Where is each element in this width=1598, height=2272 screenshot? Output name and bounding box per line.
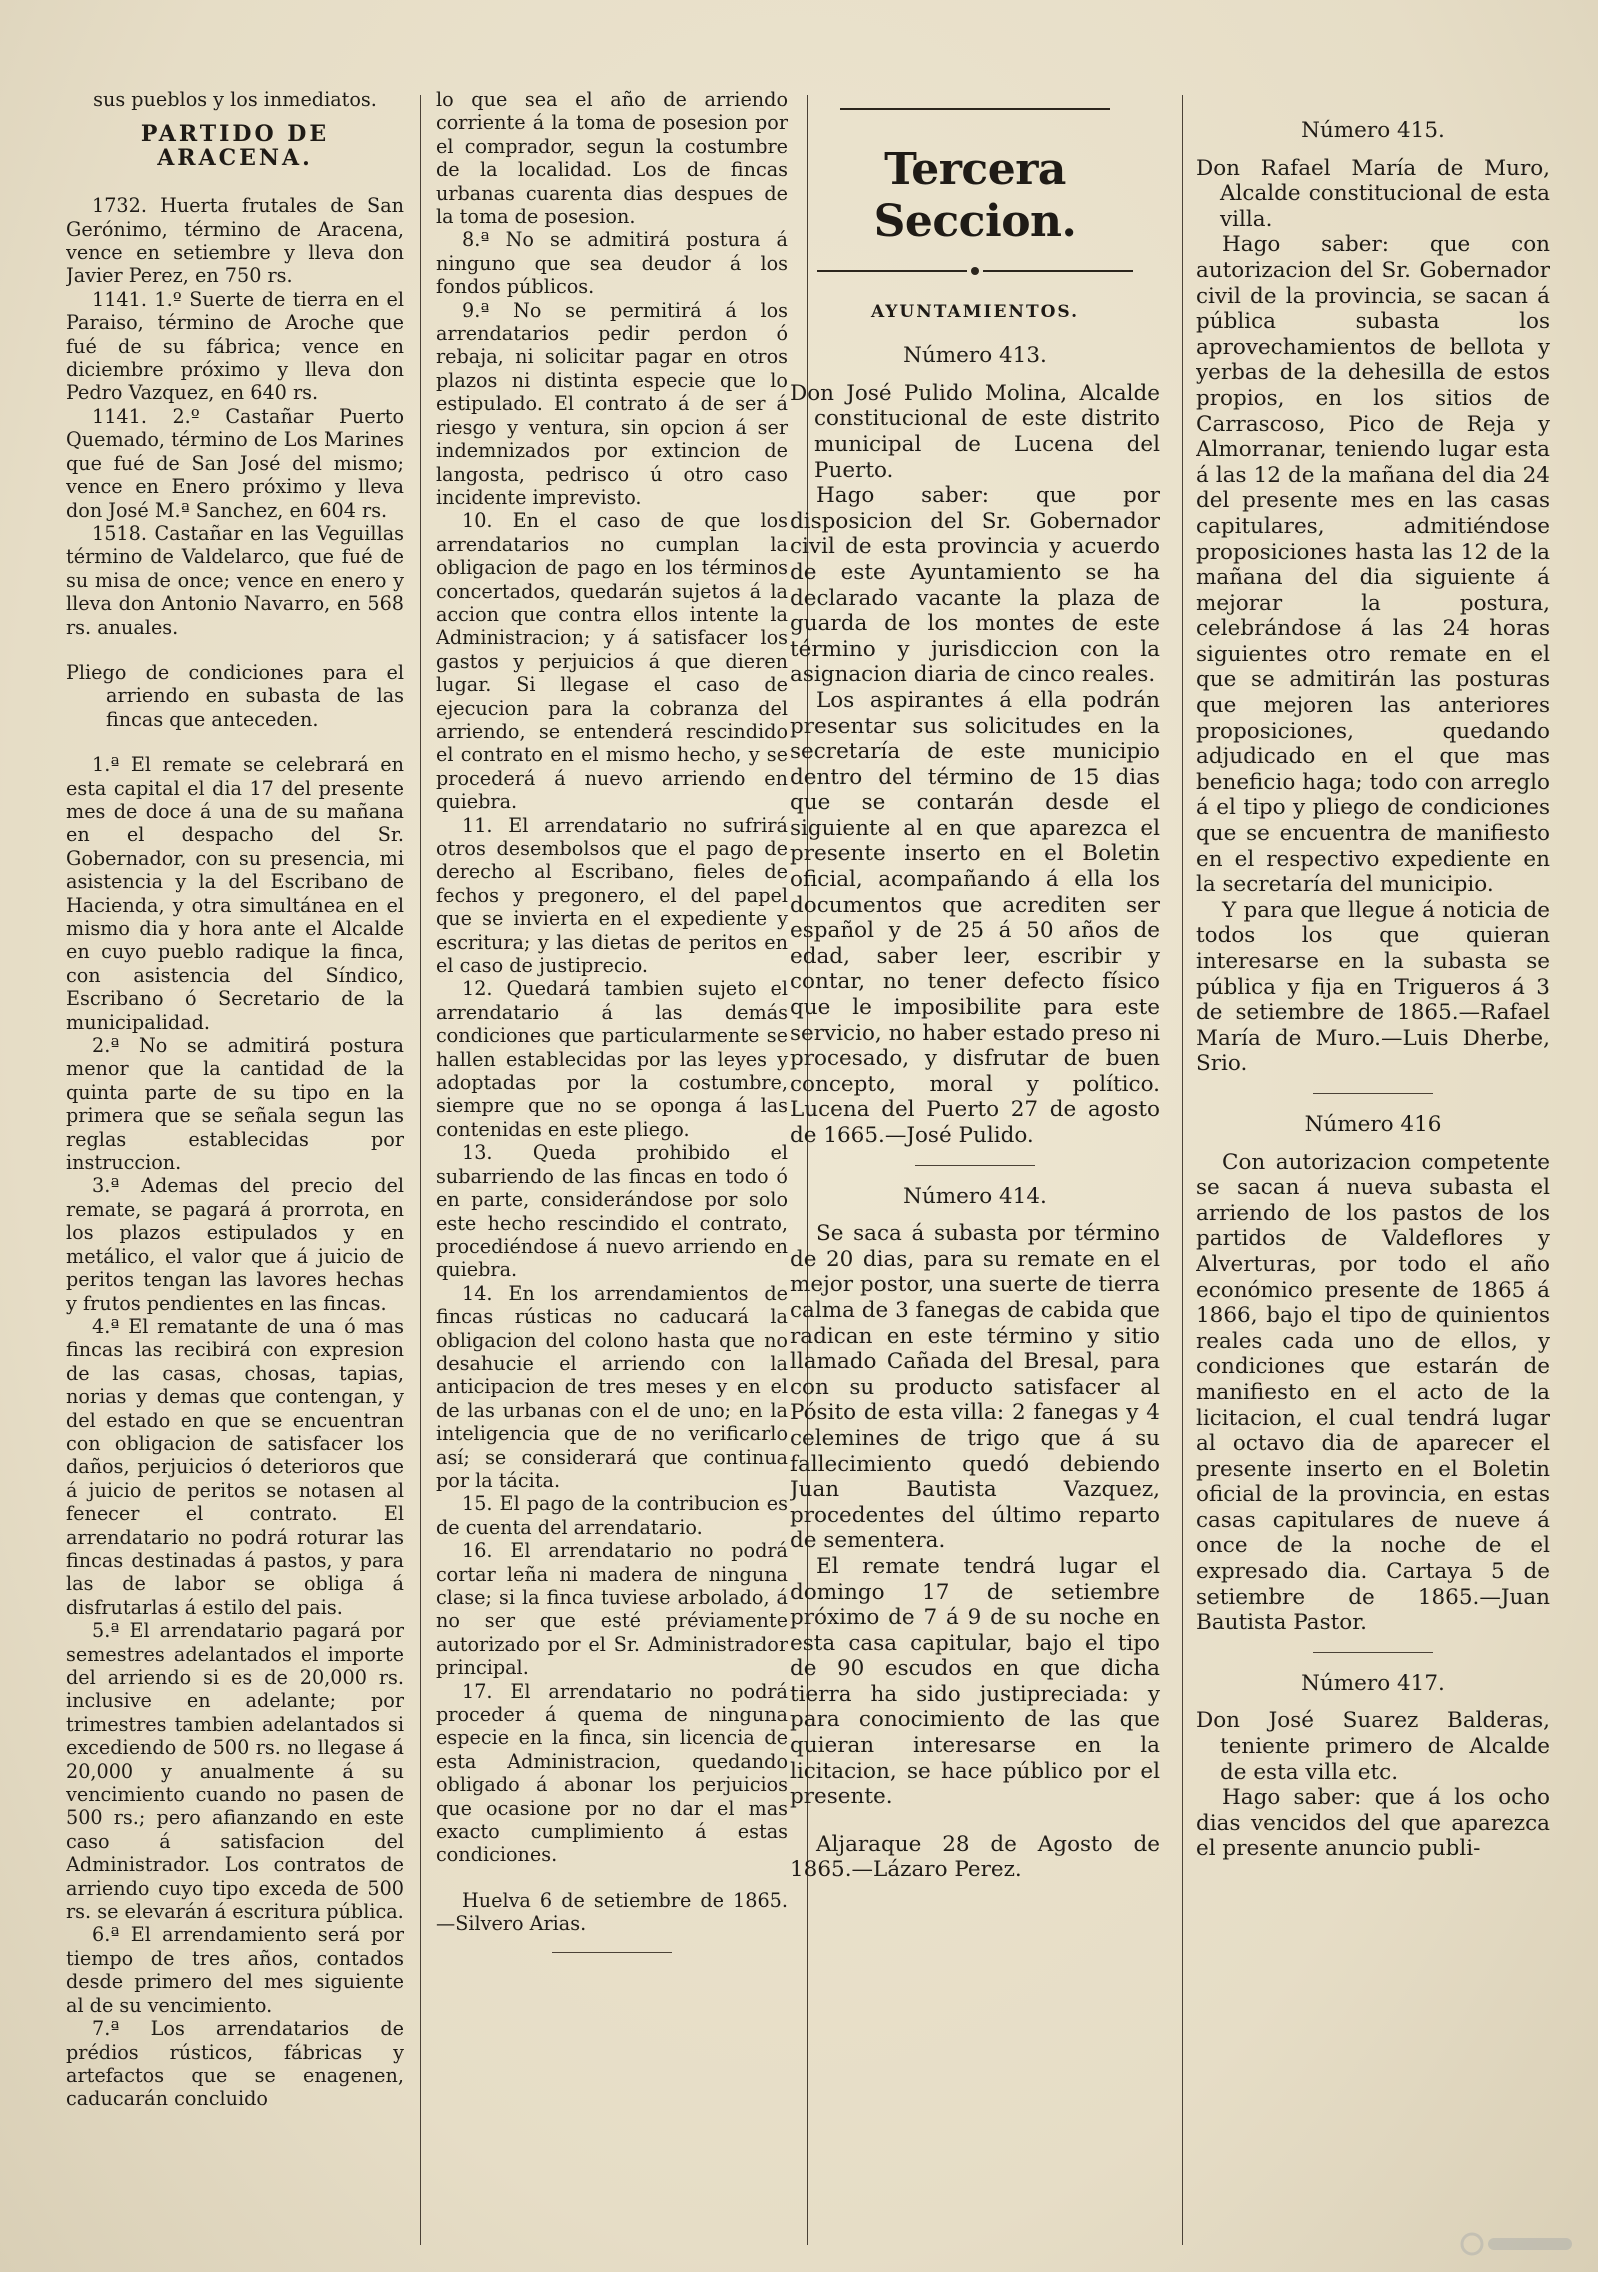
property-entry: 1732. Huerta frutales de San Gerónimo, término de Aracena, vence en setiembre y lleva don Javier Perez, en 750 rs.	[66, 194, 404, 288]
continuation-text: sus pueblos y los inmediatos.	[93, 88, 377, 111]
divider-rule	[915, 1165, 1035, 1166]
notice-number: Número 414.	[903, 1183, 1047, 1209]
condition-paragraph: 8.ª No se admitirá postura á ninguno que sea deudor á los fondos públicos.	[436, 228, 788, 299]
notice-number: Número 413.	[903, 343, 1047, 369]
notice-number: Número 417.	[1301, 1670, 1445, 1696]
library-watermark-icon	[1458, 2230, 1578, 2258]
column-3	[790, 88, 1160, 2248]
condition-paragraph: 7.ª Los arrendatarios de prédios rústicos, fábricas y artefactos que se enagenen, caducarán concluido	[66, 2017, 404, 2111]
notice-paragraph: Hago saber: que por disposicion del Sr. Gobernador civil de esta provincia y acuerdo de este Ayuntamiento se ha declarado vacante la plaza de guarda de los montes de este término y jurisdiccion con la asignacion diaria de cinco reales.	[790, 483, 1160, 688]
continuation-text: lo que sea el año de arriendo corriente á la toma de posesion por el comprador, segun la costumbre de la localidad. Los de fincas urbanas cuarenta dias despues de la toma de posesion.	[436, 88, 788, 229]
notice-paragraph: El remate tendrá lugar el domingo 17 de setiembre próximo de 7 á 9 de su noche en esta casa capitular, bajo el tipo de 90 escudos en que dicha tierra ha sido justipreciada: y para conocimiento de las que quieran interesarse en la licitacion, se hace público por el presente.	[790, 1553, 1160, 1810]
conditions-heading: Pliego de condiciones para el arriendo en subasta de las fincas que anteceden.	[66, 660, 404, 731]
condition-paragraph: 11. El arrendatario no sufrirá otros desembolsos que el pago de derecho al Escribano, fieles de fechos y pregonero, el del papel que se invierta en el expediente y escritura; y las dietas de peritos en el caso de justiprecio.	[436, 813, 788, 978]
section-top-rule	[840, 108, 1110, 110]
condition-paragraph: 9.ª No se permitirá á los arrendatarios pedir perdon ó rebaja, ni solicitar pagar en otros plazos ni distinta especie que lo estipulado. El contrato á de ser á riesgo y ventura, sin opcion á ser indemnizados por extincion de langosta, pedrisco ú otro caso incidente imprevisto.	[436, 298, 788, 509]
notice-paragraph: Con autorizacion competente se sacan á nueva subasta el arriendo de los pastos de los partidos de Valdeflores y Alverturas, por todo el año económico presente de 1865 á 1866, bajo el tipo de quinientos reales cada uno de ellos, y condiciones que estarán de manifiesto en el acto de la licitacion, el cual tendrá lugar al octavo dia de aparecer el presente inserto en el Boletin oficial de la provincia, en estas casas capitulares de nueve á once de la noche de el expresado dia. Cartaya 5 de setiembre de 1865.—Juan Bautista Pastor.	[1196, 1149, 1550, 1636]
condition-paragraph: 4.ª El rematante de una ó mas fincas las recibirá con expresion de las casas, chosas, tapias, norias y demas que contengan, y del estado en que se encuentran con obligacion de satisfacer los daños, perjuicios ó deterioros que á juicio de peritos se notasen al fenecer el contrato. El arrendatario no podrá roturar las fincas destinadas á pastos, y para las de labor se obliga á disfrutarlas á estilo del pais.	[66, 1314, 404, 1619]
condition-paragraph: 10. En el caso de que los arrendatarios no cumplan la obligacion de pago en los términos concertados, quedarán sujetos á la accion que contra ellos intente la Administracion; y á satisfacer los gastos y perjuicios á que dieren lugar. Si llegase el caso de ejecucion para la cobranza del arriendo, se entenderá rescindido el contrato en el mismo hecho, y se procederá á nuevo arriendo en quiebra.	[436, 509, 788, 814]
condition-paragraph: 5.ª El arrendatario pagará por semestres adelantados el importe del arriendo si es de 20,000 rs. inclusive en adelante; por trimestres tambien adelantados si excediendo de 500 rs. no llegase á 20,000 y anualmente á su vencimiento cuando no pasen de 500 rs.; pero afianzando en este caso á satisfacion del Administrador. Los contratos de arriendo cuyo tipo exceda de 500 rs. se elevarán á escritura pública.	[66, 1619, 404, 1924]
condition-paragraph: 16. El arrendatario no podrá cortar leña ni madera de ninguna clase; si la finca tuviese arbolado, á no ser que esté préviamente autorizado por el Sr. Administrador principal.	[436, 1539, 788, 1680]
condition-paragraph: 14. En los arrendamientos de fincas rústicas no caducará la obligacion del colono hasta que no desahucie el arriendo con la anticipacion de tres meses y en el de las urbanas con el de uno; en la inteligencia que de no verificarlo así; se considerará que continua por la tácita.	[436, 1281, 788, 1492]
signature: Aljaraque 28 de Agosto de 1865.—Lázaro Perez.	[790, 1831, 1160, 1883]
notice-paragraph: Se saca á subasta por término de 20 dias, para su remate en el mejor postor, una suerte de tierra calma de 3 fanegas de cabida que radican en este término y sitio llamado Cañada del Bresal, para con su producto satisfacer al Pósito de esta villa: 2 fanegas y 4 celemines de trigo que á su fallecimiento quedó debiendo Juan Bautista Vazquez, procedentes del último reparto de sementera.	[790, 1221, 1160, 1554]
column-1	[66, 88, 404, 2248]
condition-paragraph: 6.ª El arrendamiento será por tiempo de tres años, contados desde primero del mes siguiente al de su vencimiento.	[66, 1923, 404, 2017]
column-divider	[420, 95, 421, 2245]
condition-paragraph: 15. El pago de la contribucion es de cuenta del arrendatario.	[436, 1492, 788, 1539]
notice-issuer: Don José Suarez Balderas, teniente primero de Alcalde de esta villa etc.	[1196, 1708, 1550, 1785]
signature: Huelva 6 de setiembre de 1865. —Silvero Arias.	[436, 1888, 788, 1936]
divider-rule	[1313, 1652, 1433, 1653]
notice-number: Número 416	[1304, 1111, 1442, 1137]
property-entry: 1141. 1.º Suerte de tierra en el Paraiso, término de Aroche que fué de su fábrica; vence en diciembre próximo y lleva don Pedro Vazquez, en 640 rs.	[66, 287, 404, 405]
subsection-heading: AYUNTAMIENTOS.	[870, 301, 1080, 322]
column-divider	[1182, 95, 1183, 2245]
property-entry: 1518. Castañar en las Veguillas término de Valdelarco, que fué de su misa de once; vence en enero y lleva don Antonio Navarro, en 568 rs. anuales.	[66, 521, 404, 639]
ornament-rule	[790, 258, 1160, 284]
notice-paragraph: Hago saber: que con autorizacion del Sr. Gobernador civil de la provincia, se sacan á pública subasta los aprovechamientos de bellota y yerbas de la dehesilla de estos propios, en los sitios de Carrascoso, Pico de Reja y Almorranar, teniendo lugar esta á las 12 de la mañana del dia 24 del presente mes en las casas capitulares, admitiéndose proposiciones hasta las 12 de la mañana del dia siguiente á mejorar la postura, celebrándose á las 24 horas siguientes otro remate en el que se admitirán las posturas que mejoren las anteriores proposiciones, quedando adjudicado en el que mas beneficio haga; todo con arreglo á el tipo y pliego de condiciones que se encuentra de manifiesto en el respectivo expediente en la secretaría del municipio.	[1196, 232, 1550, 898]
column-4	[1196, 88, 1550, 2248]
condition-paragraph: 3.ª Ademas del precio del remate, se pagará á prorrota, en los plazos estipulados y en metálico, el valor que á juicio de peritos tengan las lavores hechas y frutos pendientes en las fincas.	[66, 1174, 404, 1315]
condition-paragraph: 12. Quedará tambien sujeto el arrendatario á las demás condiciones que particularmente se hallen establecidas por las leyes y adoptadas por la costumbre, siempre que no se oponga á las contenidas en este pliego.	[436, 977, 788, 1141]
condition-paragraph: 1.ª El remate se celebrará en esta capital el dia 17 del presente mes de doce á una de su mañana en el despacho del Sr. Gobernador, con su presencia, mi asistencia y la del Escribano de Hacienda, y otra simultánea en el mismo dia y hora ante el Alcalde en cuyo pueblo radique la finca, con asistencia del Síndico, Escribano ó Secretario de la municipalidad.	[66, 753, 404, 1034]
divider-rule	[552, 1952, 672, 1953]
property-entry: 1141. 2.º Castañar Puerto Quemado, término de Los Marines que fué de San José del mismo; vence en Enero próximo y lleva don José M.ª Sanchez, en 604 rs.	[66, 404, 404, 522]
notice-issuer: Don José Pulido Molina, Alcalde constitucional de este distrito municipal de Lucena del Puerto.	[790, 380, 1160, 483]
section-title: Tercera Seccion.	[873, 144, 1077, 247]
divider-rule	[1313, 1093, 1433, 1094]
notice-number: Número 415.	[1301, 118, 1445, 143]
notice-paragraph: Hago saber: que á los ocho dias vencidos del que aparezca el presente anuncio publi-	[1196, 1785, 1550, 1862]
condition-paragraph: 13. Queda prohibido el subarriendo de las fincas en todo ó en parte, considerándose por solo este hecho rescindido el contrato, procediéndose á nuevo arriendo en quiebra.	[436, 1141, 788, 1282]
condition-paragraph: 17. El arrendatario no podrá proceder á quema de ninguna especie en la finca, sin licencia de esta Administracion, quedando obligado á abonar los perjuicios que ocasione por no dar el mas exacto cumplimiento á estas condiciones.	[436, 1679, 788, 1867]
notice-paragraph: Los aspirantes á ella podrán presentar sus solicitudes en la secretaría de este municipio dentro del término de 15 dias que se contarán desde el siguiente al en que aparezca el presente inserto en el Boletin oficial, acompañando á ella los documentos que acrediten ser español y de 25 á 50 años de edad, saber leer, escribir y contar, no tener defecto físico que le imposibilite para este servicio, no haber estado preso ni procesado, y disfrutar de buen concepto, moral y político. Lucena del Puerto 27 de agosto de 1665.—José Pulido.	[790, 687, 1160, 1148]
section-heading: PARTIDO DE ARACENA.	[140, 121, 330, 171]
notice-issuer: Don Rafael María de Muro, Alcalde constitucional de esta villa.	[1196, 155, 1550, 232]
notice-paragraph: Y para que llegue á noticia de todos los que quieran interesarse en la subasta se pública y fija en Trigueros á 3 de setiembre de 1865.—Rafael María de Muro.—Luis Dherbe, Srio.	[1196, 897, 1550, 1077]
condition-paragraph: 2.ª No se admitirá postura menor que la cantidad de la quinta parte de su tipo en la primera que se señala segun las reglas establecidas por instruccion.	[66, 1034, 404, 1175]
column-2	[436, 88, 788, 2248]
